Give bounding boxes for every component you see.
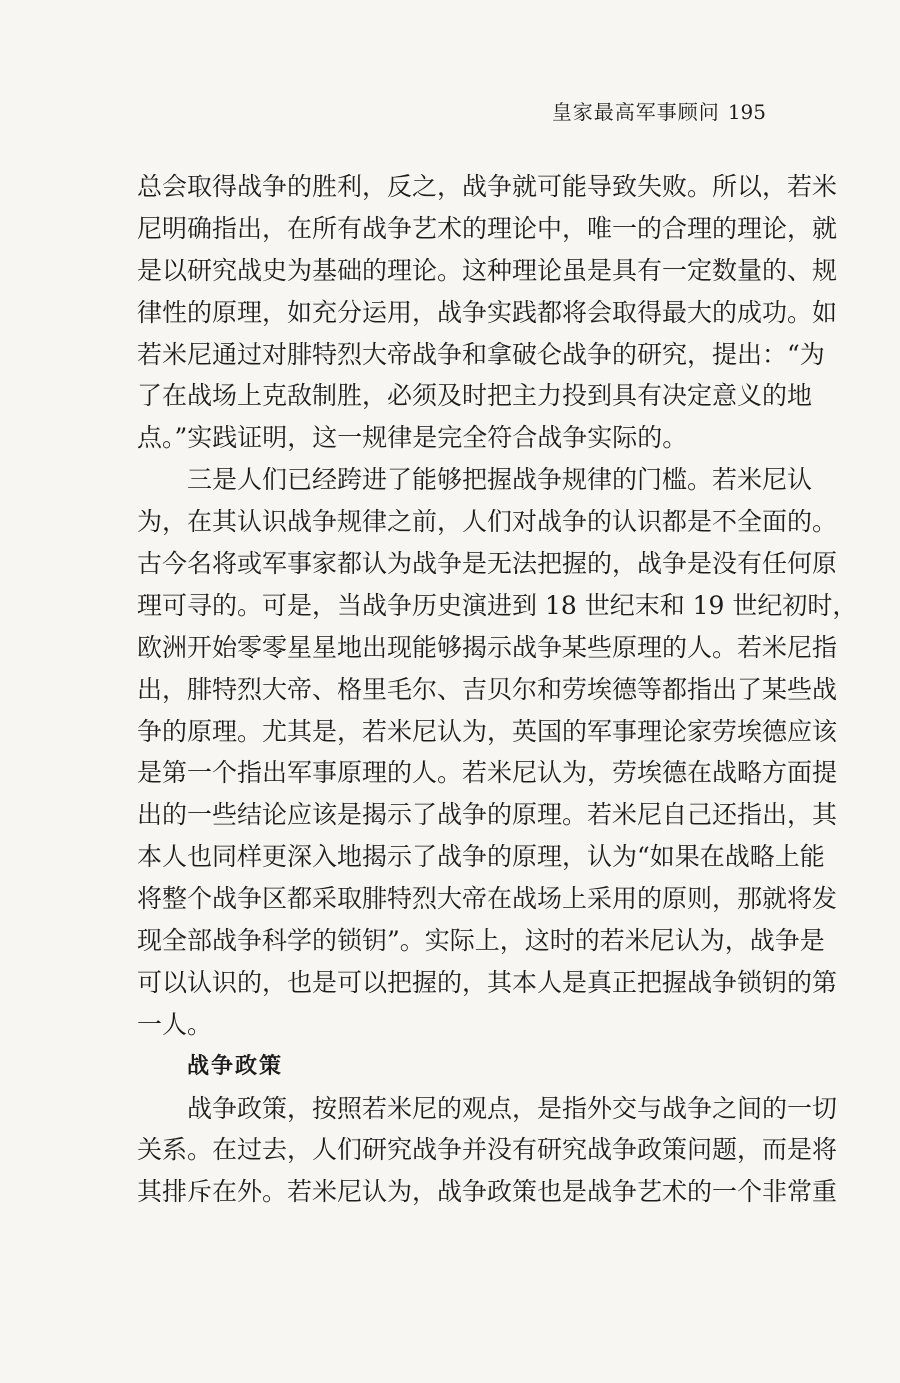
text-line: 三是人们已经跨进了能够把握战争规律的门槛。若米尼认	[187, 465, 813, 495]
text-line: 律性的原理，如充分运用，战争实践都将会取得最大的成功。如	[137, 297, 838, 327]
section-heading: 战争政策	[187, 1053, 284, 1079]
paragraph-1	[137, 166, 838, 459]
text-line: 欧洲开始零零星星地出现能够揭示战争某些原理的人。若米尼指	[137, 632, 838, 662]
text-line: 古今名将或军事家都认为战争是无法把握的，战争是没有任何原	[137, 549, 838, 579]
text-line: 理可寻的。可是，当战争历史演进到 18 世纪末和 19 世纪初时，	[137, 590, 858, 620]
running-title: 皇家最高军事顾问	[551, 100, 720, 124]
text-line: 若米尼通过对腓特烈大帝战争和拿破仑战争的研究，提出：“为	[137, 339, 825, 369]
paragraph-2	[137, 459, 858, 1045]
page-number: 195	[727, 100, 766, 124]
text-line: 出，腓特烈大帝、格里毛尔、吉贝尔和劳埃德等都指出了某些战	[137, 674, 838, 704]
running-head	[552, 96, 766, 125]
text-line: 出的一些结论应该是揭示了战争的原理。若米尼自己还指出，其	[137, 800, 838, 830]
text-line: 尼明确指出，在所有战争艺术的理论中，唯一的合理的理论，就	[137, 213, 838, 243]
text-line: 点。”实践证明，这一规律是完全符合战争实际的。	[137, 423, 688, 453]
text-line: 总会取得战争的胜利，反之，战争就可能导致失败。所以，若米	[137, 172, 838, 201]
text-line: 为，在其认识战争规律之前，人们对战争的认识都是不全面的。	[137, 507, 838, 537]
text-line: 可以认识的，也是可以把握的，其本人是真正把握战争锁钥的第	[137, 967, 838, 997]
text-line: 本人也同样更深入地揭示了战争的原理，认为“如果在战略上能	[137, 842, 825, 872]
text-body	[137, 166, 858, 1213]
text-line: 了在战场上克敌制胜，必须及时把主力投到具有决定意义的地	[137, 381, 813, 411]
text-line: 是第一个指出军事原理的人。若米尼认为，劳埃德在战略方面提	[137, 758, 838, 788]
text-line: 一人。	[137, 1009, 213, 1039]
paragraph-3	[137, 1088, 838, 1214]
text-line: 关系。在过去，人们研究战争并没有研究战争政策问题，而是将	[137, 1135, 838, 1165]
text-line: 是以研究战史为基础的理论。这种理论虽是具有一定数量的、规	[137, 255, 838, 285]
text-line: 战争政策，按照若米尼的观点，是指外交与战争之间的一切	[187, 1093, 838, 1123]
text-line: 现全部战争科学的锁钥”。实际上，这时的若米尼认为，战争是	[137, 926, 825, 956]
text-line: 其排斥在外。若米尼认为，战争政策也是战争艺术的一个非常重	[137, 1177, 838, 1207]
text-line: 争的原理。尤其是，若米尼认为，英国的军事理论家劳埃德应该	[137, 716, 838, 746]
text-line: 将整个战争区都采取腓特烈大帝在战场上采用的原则，那就将发	[137, 884, 838, 914]
